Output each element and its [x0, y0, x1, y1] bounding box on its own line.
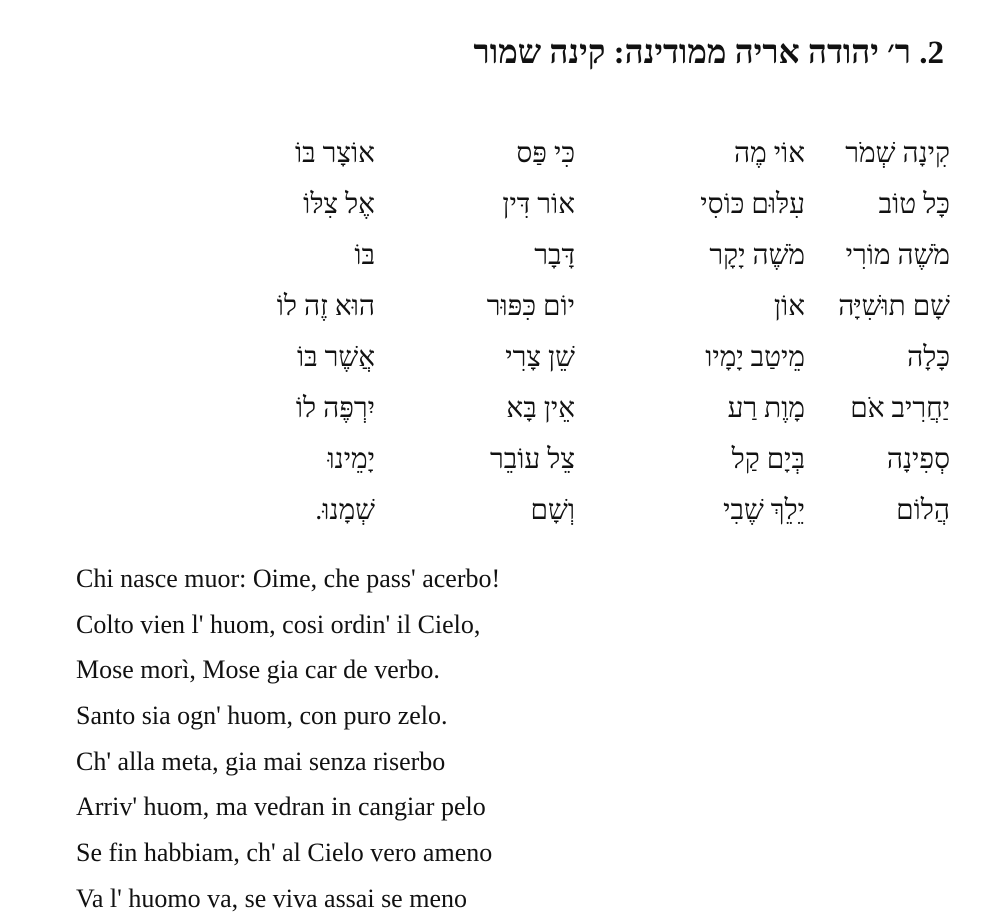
poem-cell: שֵׁן צָרִי [505, 342, 575, 373]
poem-cell: שָׁם תוּשִׁיָּה [838, 291, 950, 322]
poem-cell: אֲשֶׁר בּוֹ [296, 342, 375, 373]
poem-row [150, 383, 950, 434]
italian-poem [76, 556, 776, 922]
poem-cell: מֹשֶׁה מוֹרִי [845, 240, 950, 271]
poem-cell: מֵיטַב יָמָיו [705, 342, 805, 373]
poem-row [150, 281, 950, 332]
poem-cell: יֵלֵךְ שֶׁבִי [723, 495, 805, 526]
poem-cell: בְּיָם קַל [731, 444, 805, 475]
poem-row [150, 434, 950, 485]
poem-cell: הוּא זֶה לוֹ [276, 291, 375, 322]
italian-line: Ch' alla meta, gia mai senza riserbo [76, 746, 446, 776]
poem-row [150, 179, 950, 230]
poem-cell: כָּל טוֹב [878, 189, 950, 220]
poem-row [150, 230, 950, 281]
italian-line: Chi nasce muor: Oime, che pass' acerbo! [76, 564, 501, 593]
poem-cell: שְׁמָנוּ. [315, 495, 375, 526]
poem-cell: צֵל עוֹבֵר [489, 444, 575, 475]
italian-line: Colto vien l' huom, cosi ordin' il Cielo, [76, 609, 481, 639]
poem-cell: סְפִינָה [886, 444, 950, 475]
poem-row [150, 485, 950, 536]
poem-cell: אֶל צִלּוֹ [303, 189, 375, 220]
poem-cell: אוֹר דִּין [502, 189, 575, 220]
poem-cell: עִלּוּם כּוֹסִי [700, 189, 805, 220]
poem-cell: מָוֶת רַע [727, 393, 805, 424]
italian-line: Se fin habbiam, ch' al Cielo vero ameno [76, 838, 493, 868]
poem-row [150, 332, 950, 383]
poem-cell: וְשָׁם [530, 495, 575, 526]
poem-cell: קִינָה שְׁמֹר [845, 138, 950, 169]
poem-cell: כָּלָה [907, 342, 950, 373]
poem-cell: בּוֹ [354, 240, 375, 271]
poem-cell: אוֹי מֶה [733, 138, 805, 169]
italian-line: Santo sia ogn' huom, con puro zelo. [76, 701, 448, 731]
hebrew-poem [150, 128, 950, 536]
poem-cell: כִּי פַּס [516, 138, 575, 169]
italian-line: Arriv' huom, ma vedran in cangiar pelo [76, 792, 486, 822]
poem-cell: הֲלוֹם [896, 495, 950, 526]
poem-cell: דָּבָר [534, 240, 575, 271]
poem-cell: יוֹם כִּפּוּר [486, 291, 575, 322]
italian-line: Mose morì, Mose gia car de verbo. [76, 655, 440, 685]
poem-cell: אֵין בָּא [506, 393, 575, 424]
poem-cell: אוֹן [773, 291, 805, 322]
poem-cell: יָמֵינוּ [327, 444, 375, 475]
poem-cell: יִרְפֶּה לוֹ [295, 393, 375, 424]
poem-cell: מֹשֶׁה יָקָר [709, 240, 805, 271]
poem-cell: יַחֲרִיב אֹם [850, 393, 950, 424]
italian-line: Va l' huomo va, se viva assai se meno [76, 883, 467, 913]
poem-cell: אוֹצָר בּוֹ [294, 138, 375, 169]
poem-row [150, 128, 950, 179]
page-title: 2. ר׳ יהודה אריה ממודינה: קינה שמור [473, 35, 944, 71]
